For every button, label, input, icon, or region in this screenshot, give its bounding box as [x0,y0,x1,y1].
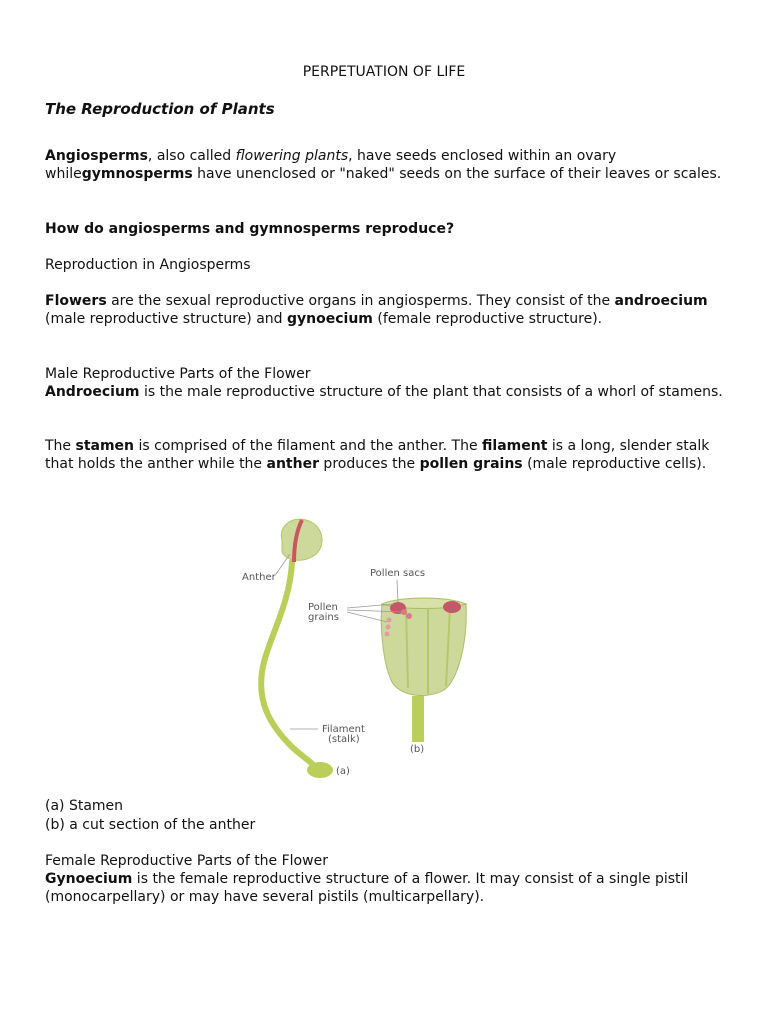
figure-b-label: (b) [410,744,425,755]
paragraph-stamen [45,437,725,473]
filament-base-shape [307,762,333,778]
paragraph-flowers [45,292,725,328]
anther-section-shape [381,604,466,696]
pollen-sac-shape [443,601,461,613]
figure-a-label: (a) [336,766,350,777]
term-stamen: stamen [75,438,135,454]
pollen-grains-label: grains [308,612,339,623]
term-anther: anther [266,456,319,472]
term-gynoecium: gynoecium [287,311,373,327]
anther-leader-line [276,554,290,574]
text: produces the [318,456,420,472]
term-gymnosperms: gymnosperms [81,166,193,182]
text: have unenclosed or "naked" seeds on the surface of their leaves or scales. [192,166,722,182]
filament-label: (stalk) [328,734,360,745]
pollen-grain-shape [385,632,390,637]
section-title: The Reproduction of Plants [45,100,275,118]
text: is a long, slender stalk that holds the anther while the [45,438,710,472]
pollen-sacs-leader-line [397,580,398,602]
term-gynoecium: Gynoecium [45,871,133,887]
text: (female reproductive structure). [372,311,603,327]
paragraph-androecium [45,383,725,401]
page-title: PERPETUATION OF LIFE [302,64,466,80]
male-parts-heading: Male Reproductive Parts of the Flower [45,366,311,382]
filament-shape [261,562,316,768]
pollen-sacs-label: Pollen sacs [370,568,426,579]
text: is the male reproductive structure of the plant that consists of a whorl of stamens. [139,384,723,400]
pollen-grain-shape [386,625,391,630]
section-heading-angiosperm-reproduction: Reproduction in Angiosperms [45,257,251,273]
term-filament: filament [482,438,548,454]
term-pollen-grains: pollen grains [419,456,523,472]
term-angiosperms: Angiosperms [45,148,148,164]
text: is the female reproductive structure of a flower. It may consist of a single pistil (monocarpellary) or may have several pistils (multicarpellary). [45,871,689,905]
text: , have seeds enclosed within an ovary while [45,148,617,182]
text: are the sexual reproductive organs in angiosperms. They consist of the [106,293,615,309]
text: (male reproductive structure) and [45,311,288,327]
text: is comprised of the filament and the anther. The [134,438,483,454]
pollen-grain-shape [387,618,392,623]
text: (male reproductive cells). [522,456,707,472]
term-androecium: Androecium [45,384,140,400]
anther-section-stalk-shape [412,696,424,742]
pollen-grains-label: Pollen [308,602,338,613]
caption-a: (a) Stamen [45,798,124,814]
filament-label: Filament [322,724,365,735]
stamen-illustration [232,512,482,784]
caption-b: (b) a cut section of the anther [45,817,256,833]
text: The [45,438,76,454]
question-heading: How do angiosperms and gymnosperms reproduce? [45,221,455,237]
paragraph-angiosperms [45,147,725,183]
term-flowers: Flowers [45,293,107,309]
term-flowering-plants: flowering plants [235,148,349,164]
term-androecium: androecium [614,293,708,309]
pollen-grain-shape [406,613,412,619]
paragraph-gynoecium [45,870,725,906]
anther-label: Anther [242,572,276,583]
female-parts-heading: Female Reproductive Parts of the Flower [45,853,328,869]
text: , also called [147,148,236,164]
